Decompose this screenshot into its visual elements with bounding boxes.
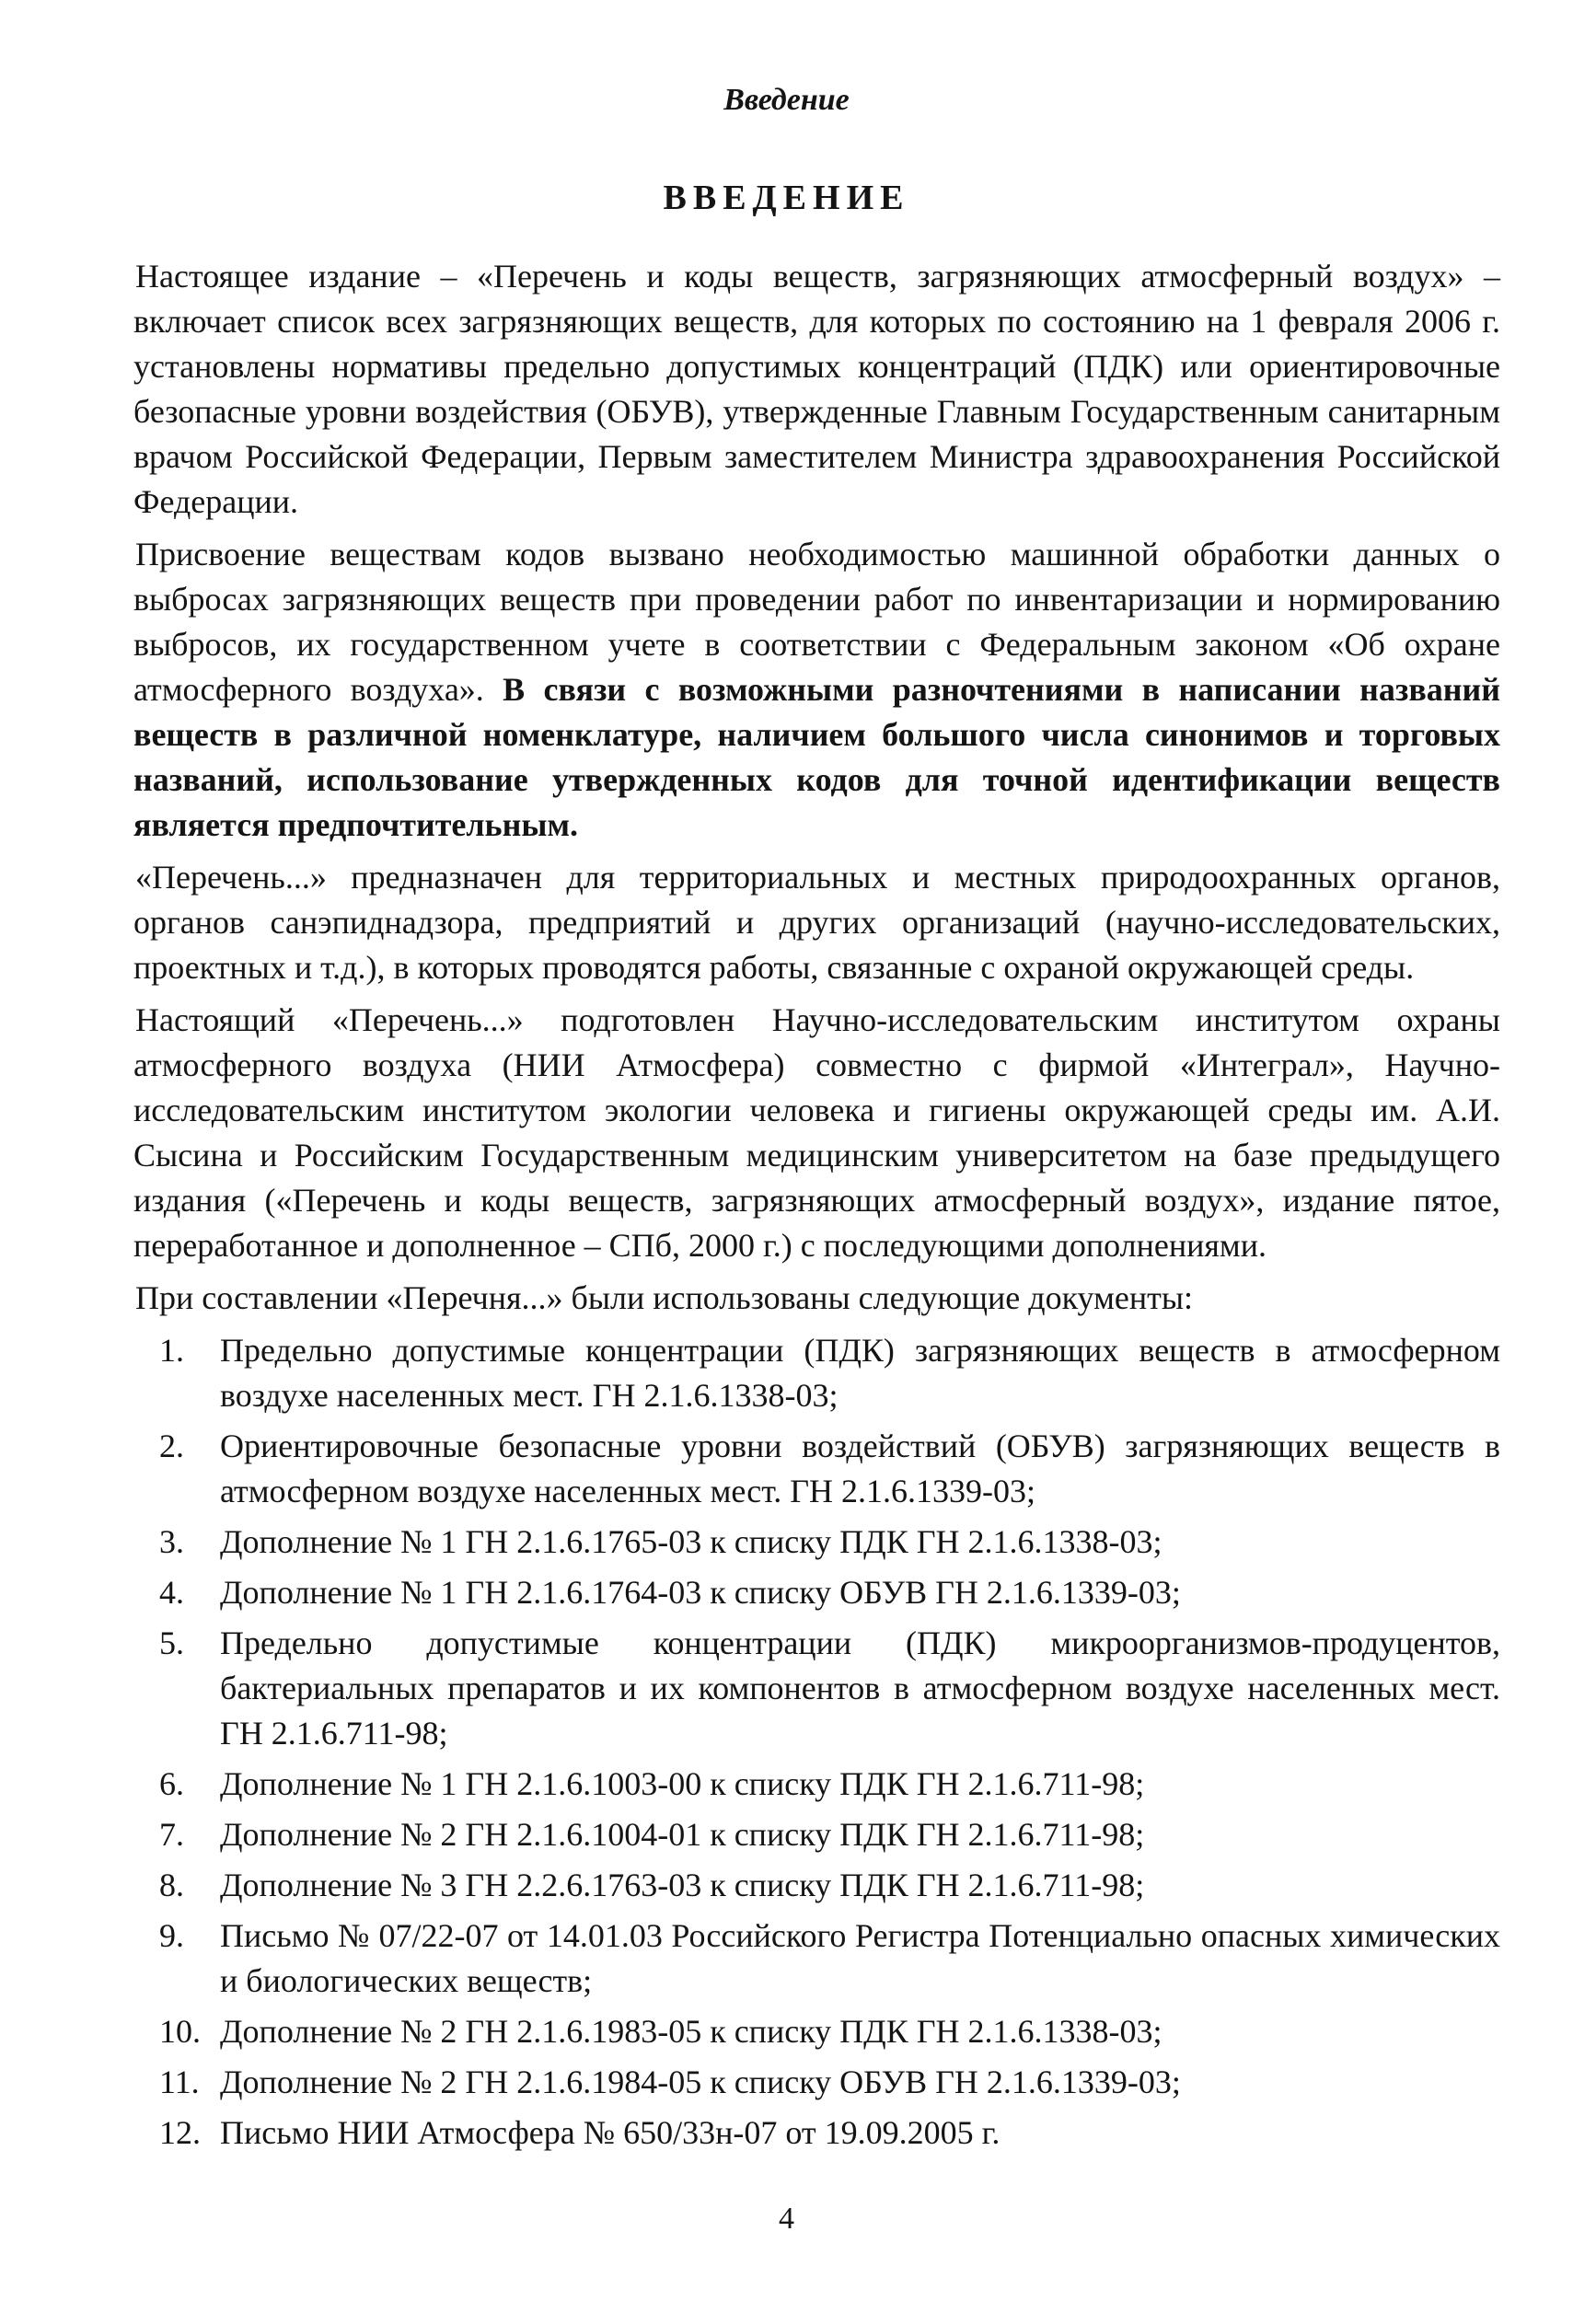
paragraph-authors: Настоящий «Перечень...» подготовлен Научно-исследовательским институтом охраны атмосферного воздуха (НИИ Атмосфера) совместно с фирмой «Интеграл», Научно-исследовательским институтом экологии человека и гигиены окружающей среды им. А.И. Сысина и Российским Государственным медицинским университетом на базе предыдущего издания («Перечень и коды веществ, загрязняющих атмосферный воздух», издание пятое, переработанное и дополненное – СПб, 2000 г.) с последующими дополнениями.	[133, 1001, 1500, 1264]
body-content	[133, 254, 1500, 2161]
list-item	[133, 1914, 1500, 2004]
list-item	[133, 1621, 1500, 1756]
list-item	[133, 1424, 1500, 1514]
list-item	[133, 1762, 1500, 1807]
list-item-text: Дополнение № 1 ГН 2.1.6.1003-00 к списку ПДК ГН 2.1.6.711-98;	[220, 1765, 1145, 1802]
list-item	[133, 1812, 1500, 1857]
list-item-number: 2.	[159, 1428, 184, 1464]
list-item	[133, 2110, 1500, 2156]
paragraph-codes-bold: В связи с возможными разночтениями в написании названий веществ в различной номенклатуре, наличием большого числа синонимов и торговых названий, использование утвержденных кодов для точной идентификации веществ является предпочтительным.	[133, 671, 1500, 843]
list-item-number: 5.	[159, 1624, 184, 1661]
page-number: 4	[779, 2202, 794, 2236]
list-item-number: 4.	[159, 1574, 184, 1611]
paragraph-codes	[133, 532, 1500, 848]
running-head: Введение	[723, 83, 850, 117]
list-item-text: Дополнение № 3 ГН 2.2.6.1763-03 к списку ПДК ГН 2.1.6.711-98;	[220, 1867, 1145, 1903]
list-item-text: Дополнение № 1 ГН 2.1.6.1764-03 к списку ОБУВ ГН 2.1.6.1339-03;	[220, 1574, 1181, 1611]
list-item-number: 12.	[159, 2114, 201, 2151]
list-item	[133, 2060, 1500, 2105]
list-item-text: Письмо № 07/22-07 от 14.01.03 Российского Регистра Потенциально опасных химических и биологических веществ;	[220, 1917, 1500, 1999]
list-item-text: Предельно допустимые концентрации (ПДК) микроорганизмов-продуцентов, бактериальных препаратов и их компонентов в атмосферном воздухе населенных мест. ГН 2.1.6.711-98;	[220, 1624, 1500, 1752]
paragraph-purpose: «Перечень...» предназначен для территориальных и местных природоохранных органов, органов санэпиднадзора, предприятий и других организаций (научно-исследовательских, проектных и т.д.), в которых проводятся работы, связанные с охраной окружающей среды.	[133, 859, 1500, 986]
list-item-number: 11.	[159, 2064, 200, 2100]
list-item-text: Дополнение № 1 ГН 2.1.6.1765-03 к списку ПДК ГН 2.1.6.1338-03;	[220, 1523, 1162, 1560]
list-item-number: 1.	[159, 1332, 184, 1369]
list-item-text: Дополнение № 2 ГН 2.1.6.1004-01 к списку ПДК ГН 2.1.6.711-98;	[220, 1816, 1145, 1853]
paragraph-intro: Настоящее издание – «Перечень и коды веществ, загрязняющих атмосферный воздух» – включает список всех загрязняющих веществ, для которых по состоянию на 1 февраля 2006 г. установлены нормативы предельно допустимых концентраций (ПДК) или ориентировочные безопасные уровни воздействия (ОБУВ), утвержденные Главным Государственным санитарным врачом Российской Федерации, Первым заместителем Министра здравоохранения Российской Федерации.	[133, 258, 1500, 520]
paragraph-codes-text: Присвоение веществам кодов вызвано необходимостью машинной обработки данных о выбросах загрязняющих веществ при проведении работ по инвентаризации и нормированию выбросов, их государственном учете в соответствии с Федеральным законом «Об охране атмосферного воздуха».	[133, 536, 1500, 708]
list-item-number: 6.	[159, 1765, 184, 1802]
list-item-number: 9.	[159, 1917, 184, 1954]
list-item-text: Предельно допустимые концентрации (ПДК) загрязняющих веществ в атмосферном воздухе населенных мест. ГН 2.1.6.1338-03;	[220, 1332, 1500, 1414]
list-item-number: 3.	[159, 1523, 184, 1560]
list-item-number: 8.	[159, 1867, 184, 1903]
list-item-text: Дополнение № 2 ГН 2.1.6.1983-05 к списку ПДК ГН 2.1.6.1338-03;	[220, 2013, 1162, 2050]
list-item	[133, 1520, 1500, 1565]
page-title: ВВЕДЕНИЕ	[663, 179, 910, 217]
list-item	[133, 2009, 1500, 2054]
list-item	[133, 1863, 1500, 1908]
list-item-text: Письмо НИИ Атмосфера № 650/33н-07 от 19.09.2005 г.	[220, 2114, 1000, 2151]
list-item-number: 10.	[159, 2013, 201, 2050]
list-item	[133, 1570, 1500, 1615]
documents-list	[133, 1328, 1500, 2156]
list-item	[133, 1328, 1500, 1418]
paragraph-sources-intro: При составлении «Перечня...» были использованы следующие документы:	[135, 1279, 1194, 1316]
list-item-text: Ориентировочные безопасные уровни воздействий (ОБУВ) загрязняющих веществ в атмосферном воздухе населенных мест. ГН 2.1.6.1339-03;	[220, 1428, 1500, 1509]
list-item-number: 7.	[159, 1816, 184, 1853]
list-item-text: Дополнение № 2 ГН 2.1.6.1984-05 к списку ОБУВ ГН 2.1.6.1339-03;	[220, 2064, 1181, 2100]
